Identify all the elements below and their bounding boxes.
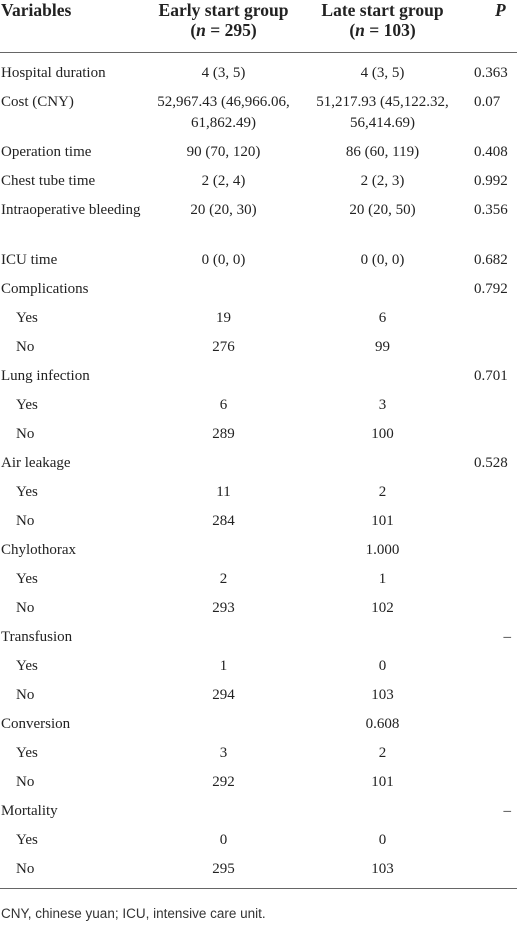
cell-p (470, 511, 517, 540)
cell-late: 101 (371, 774, 394, 790)
cell-late: 2 (378, 745, 387, 761)
cell-late (295, 279, 470, 308)
header-late-start (295, 0, 470, 52)
cell-variable: Intraoperative bleeding (1, 202, 141, 218)
table-row (0, 772, 517, 801)
cell-p (470, 337, 517, 366)
cell-variable: No (16, 600, 35, 616)
cell-late: 0.608 (365, 716, 400, 732)
cell-late: 4 (3, 5) (360, 64, 405, 81)
cell-late (295, 453, 470, 482)
table-header-row (0, 0, 517, 52)
cell-variable: No (16, 426, 35, 442)
header-p-value: P (495, 0, 506, 20)
cell-early (152, 366, 295, 395)
cell-p (470, 743, 517, 772)
cell-early: 294 (212, 687, 235, 703)
cell-p (470, 685, 517, 714)
header-late-n: (n = 103) (349, 20, 416, 40)
table-row (0, 453, 517, 482)
cell-late: 99 (375, 339, 390, 355)
cell-late: 2 (2, 3) (360, 173, 405, 189)
cell-late: 101 (371, 513, 394, 529)
table-row (0, 598, 517, 627)
cell-early (152, 714, 295, 743)
table-row (0, 337, 517, 366)
cell-variable: No (16, 513, 35, 529)
cell-late (295, 801, 470, 830)
cell-late: 51,217.93 (45,122.32, 56,414.69) (316, 94, 449, 131)
cell-p: 0.363 (474, 64, 508, 81)
cell-variable: Chest tube time (1, 173, 96, 189)
cell-late: 103 (371, 687, 394, 703)
table-row (0, 569, 517, 598)
cell-variable: No (16, 861, 35, 877)
cell-variable: Hospital duration (1, 64, 106, 81)
table-row (0, 142, 517, 171)
table-row (0, 714, 517, 743)
cell-late: 102 (371, 600, 394, 616)
cell-p: 0.992 (474, 173, 508, 189)
cell-early: 20 (20, 30) (190, 202, 257, 218)
cell-p (470, 859, 517, 888)
cell-early (152, 801, 295, 830)
cell-early: 284 (212, 513, 235, 529)
table-row (0, 859, 517, 888)
cell-variable: Complications (1, 281, 89, 297)
cell-p (470, 424, 517, 453)
table-row (0, 250, 517, 279)
header-late-title: Late start group (321, 0, 444, 20)
cell-p (470, 714, 517, 743)
table-row (0, 308, 517, 337)
cell-p (470, 598, 517, 627)
table-row (0, 171, 517, 200)
cell-p (470, 482, 517, 511)
cell-early: 4 (3, 5) (201, 64, 246, 81)
cell-early: 2 (2, 4) (201, 173, 246, 189)
cell-p: 0.701 (474, 368, 508, 384)
table-row (0, 801, 517, 830)
table-row (0, 743, 517, 772)
cell-late: 3 (378, 397, 387, 413)
cell-variable: Yes (16, 310, 38, 326)
cell-p: 0.07 (474, 94, 501, 110)
cell-variable: Transfusion (1, 629, 73, 645)
cell-variable: Yes (16, 832, 38, 848)
table-row (0, 279, 517, 308)
cell-early: 52,967.43 (46,966.06, 61,862.49) (157, 94, 290, 131)
table-footnote: CNY, chinese yuan; ICU, intensive care unit. (1, 906, 266, 921)
cell-p: 0.408 (474, 144, 508, 160)
cell-early: 11 (216, 484, 231, 500)
cell-p: 0.356 (474, 202, 508, 218)
cell-late: 100 (371, 426, 394, 442)
cell-variable: Yes (16, 571, 38, 587)
table-row (0, 52, 517, 92)
cell-variable: Lung infection (1, 368, 90, 384)
cell-early: 295 (212, 861, 235, 877)
cell-variable: Operation time (1, 144, 92, 160)
cell-early: 0 (219, 832, 228, 848)
cell-late: 1.000 (365, 542, 400, 558)
cell-variable: No (16, 774, 35, 790)
cell-early: 90 (70, 120) (186, 144, 261, 160)
cell-p (470, 569, 517, 598)
cell-p (470, 540, 517, 569)
table-row (0, 424, 517, 453)
cell-p (470, 395, 517, 424)
header-early-n: (n = 295) (190, 20, 257, 40)
cell-p: 0.682 (474, 252, 508, 268)
cell-variable: No (16, 339, 35, 355)
cell-early: 1 (219, 658, 228, 674)
cell-early: 276 (212, 339, 235, 355)
cell-variable: Yes (16, 658, 38, 674)
cell-early: 292 (212, 774, 235, 790)
cell-late: 86 (60, 119) (345, 144, 420, 160)
cell-p (470, 830, 517, 859)
cell-early: 19 (216, 310, 231, 326)
cell-variable: Cost (CNY) (1, 94, 74, 110)
cell-late: 2 (378, 484, 387, 500)
cell-early: 3 (219, 745, 228, 761)
table-row (0, 366, 517, 395)
cell-variable: Chylothorax (1, 542, 76, 558)
cell-p: – (503, 803, 511, 819)
cell-variable: Conversion (1, 716, 71, 732)
table-row (0, 482, 517, 511)
cell-late: 0 (378, 658, 387, 674)
cell-late: 103 (371, 861, 394, 877)
cell-early: 6 (219, 397, 228, 413)
cell-early (152, 279, 295, 308)
table-row (0, 540, 517, 569)
table-row (0, 627, 517, 656)
header-variables: Variables (1, 0, 72, 20)
cell-variable: ICU time (1, 252, 58, 268)
table-row (0, 200, 517, 250)
cell-variable: Mortality (1, 803, 58, 819)
cell-late: 0 (378, 832, 387, 848)
table-row (0, 656, 517, 685)
cell-p (470, 308, 517, 337)
cell-variable: Yes (16, 484, 38, 500)
cell-early: 289 (212, 426, 235, 442)
cell-late: 0 (0, 0) (360, 252, 405, 268)
cell-p: – (503, 629, 511, 645)
cell-late (295, 366, 470, 395)
cell-early: 2 (219, 571, 228, 587)
cell-p: 0.792 (474, 281, 508, 297)
cell-variable: No (16, 687, 35, 703)
cell-p (470, 656, 517, 685)
cell-p: 0.528 (474, 455, 508, 471)
table-row (0, 511, 517, 540)
header-early-start (152, 0, 295, 52)
cell-variable: Yes (16, 745, 38, 761)
cell-late (295, 627, 470, 656)
cell-variable: Air leakage (1, 455, 71, 471)
cell-early (152, 453, 295, 482)
table-row (0, 395, 517, 424)
table-row (0, 830, 517, 859)
table-row (0, 92, 517, 142)
cell-p (470, 772, 517, 801)
cell-early: 0 (0, 0) (201, 252, 246, 268)
cell-early (152, 540, 295, 569)
cell-late: 20 (20, 50) (349, 202, 416, 218)
cell-late: 1 (378, 571, 387, 587)
header-early-title: Early start group (158, 0, 289, 20)
table-row (0, 685, 517, 714)
cell-early: 293 (212, 600, 235, 616)
cell-early (152, 627, 295, 656)
cell-variable: Yes (16, 397, 38, 413)
cell-late: 6 (378, 310, 387, 326)
